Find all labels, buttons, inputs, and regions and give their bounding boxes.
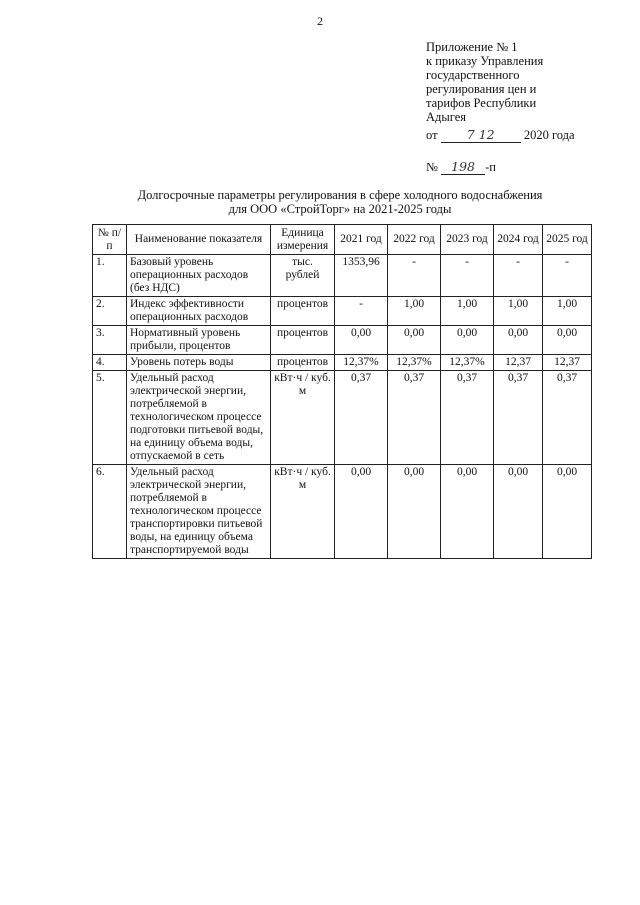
value-2023: 0,00 [441,465,494,559]
value-2023: 1,00 [441,297,494,326]
header-2022: 2022 год [388,225,441,255]
row-name: Удельный расход электрической энергии, потребляемой в технологическом процессе транспортировки питьевой воды, на единицу объема транспортируемой воды [127,465,271,559]
value-2023: 0,00 [441,326,494,355]
value-2021: 0,00 [335,465,388,559]
row-number: 6. [93,465,127,559]
appendix-header [426,40,626,124]
value-2025: 0,37 [543,371,592,465]
value-2022: 0,37 [388,371,441,465]
value-2024: - [494,255,543,297]
value-2023: 0,37 [441,371,494,465]
table-row [93,371,592,465]
table-header-row [93,225,592,255]
value-2025: - [543,255,592,297]
order-date [426,128,575,143]
header-no: № п/п [93,225,127,255]
value-2024: 0,00 [494,326,543,355]
table-row [93,465,592,559]
value-2021: - [335,297,388,326]
appendix-line: регулирования цен и [426,82,537,96]
row-unit: тыс. рублей [271,255,335,297]
date-suffix: 2020 года [523,128,575,142]
value-2025: 1,00 [543,297,592,326]
row-number: 5. [93,371,127,465]
row-number: 1. [93,255,127,297]
number-prefix: № [426,160,438,174]
value-2021: 12,37% [335,355,388,371]
handwritten-date: 7 12 [441,129,521,143]
table-row [93,297,592,326]
value-2024: 0,00 [494,465,543,559]
value-2025: 0,00 [543,465,592,559]
value-2022: 0,00 [388,465,441,559]
value-2022: 1,00 [388,297,441,326]
row-unit: процентов [271,355,335,371]
row-name: Уровень потерь воды [127,355,271,371]
row-name: Нормативный уровень прибыли, процентов [127,326,271,355]
value-2024: 0,37 [494,371,543,465]
appendix-line: тарифов Республики [426,96,537,110]
row-unit: кВт·ч / куб. м [271,465,335,559]
header-unit: Единица измерения [271,225,335,255]
table-row [93,355,592,371]
row-name: Базовый уровень операционных расходов (без НДС) [127,255,271,297]
row-unit: кВт·ч / куб. м [271,371,335,465]
value-2022: 0,00 [388,326,441,355]
appendix-line: Приложение № 1 [426,40,518,54]
value-2021: 0,00 [335,326,388,355]
table-row [93,326,592,355]
title-line-1: Долгосрочные параметры регулирования в сфере холодного водоснабжения [137,188,543,202]
value-2025: 0,00 [543,326,592,355]
table-row [93,255,592,297]
value-2025: 12,37 [543,355,592,371]
appendix-line: государственного [426,68,520,82]
row-unit: процентов [271,297,335,326]
value-2024: 12,37 [494,355,543,371]
row-number: 3. [93,326,127,355]
order-number [426,160,496,175]
document-title [40,188,640,216]
header-2025: 2025 год [543,225,592,255]
page-number: 2 [317,14,323,28]
row-unit: процентов [271,326,335,355]
row-name: Индекс эффективности операционных расходов [127,297,271,326]
row-name: Удельный расход электрической энергии, потребляемой в технологическом процессе подготовки питьевой воды, на единицу объема воды, отпускаемой в сеть [127,371,271,465]
title-line-2: для ООО «СтройТорг» на 2021-2025 годы [228,202,452,216]
date-prefix: от [426,128,438,142]
value-2023: - [441,255,494,297]
handwritten-number: 198 [441,161,485,175]
value-2022: 12,37% [388,355,441,371]
value-2021: 0,37 [335,371,388,465]
row-number: 2. [93,297,127,326]
header-2024: 2024 год [494,225,543,255]
parameters-table [92,224,592,559]
header-2023: 2023 год [441,225,494,255]
value-2022: - [388,255,441,297]
header-2021: 2021 год [335,225,388,255]
appendix-line: к приказу Управления [426,54,544,68]
appendix-line: Адыгея [426,110,467,124]
value-2023: 12,37% [441,355,494,371]
value-2024: 1,00 [494,297,543,326]
value-2021: 1353,96 [335,255,388,297]
header-name: Наименование показателя [127,225,271,255]
number-suffix: -п [485,160,496,174]
row-number: 4. [93,355,127,371]
